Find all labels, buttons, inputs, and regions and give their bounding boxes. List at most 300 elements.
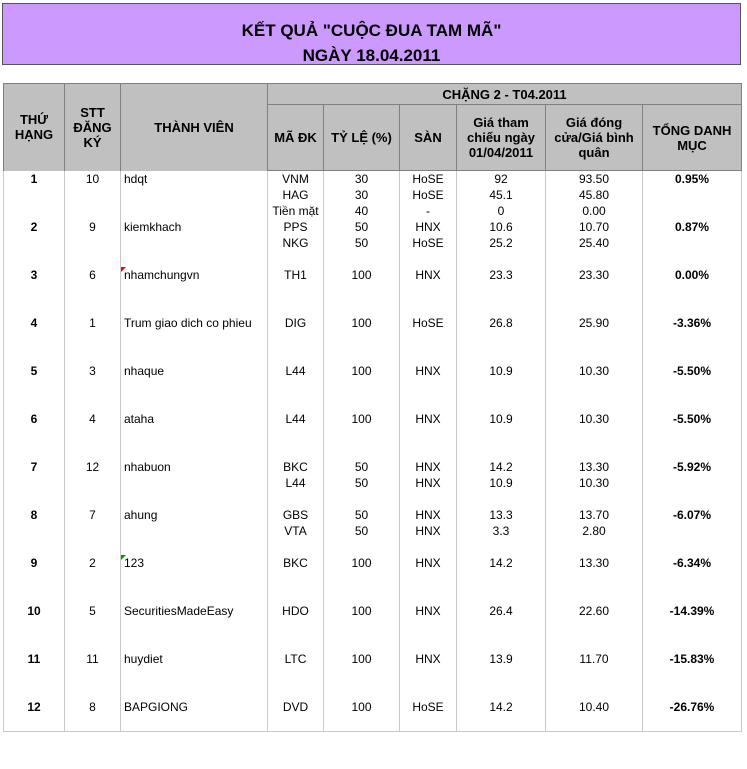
cell-member: [121, 635, 268, 651]
cell-ref-price: 13.3: [457, 507, 546, 523]
cell-total: -6.34%: [643, 555, 742, 571]
cell-reg-no: 8: [65, 699, 121, 715]
cell-code: [268, 587, 324, 603]
cell-ratio: 50: [324, 219, 400, 235]
cell-total: -6.07%: [643, 507, 742, 523]
cell-floor: HoSE: [400, 235, 457, 251]
cell-ratio: [324, 683, 400, 699]
cell-rank: 6: [4, 411, 65, 427]
cell-floor: [400, 443, 457, 459]
cell-member: [121, 347, 268, 363]
cell-code: [268, 379, 324, 395]
cell-code: [268, 283, 324, 299]
cell-close-price: 93.50: [546, 171, 643, 188]
cell-code: NKG: [268, 235, 324, 251]
header-total: TỔNG DANH MỤC: [643, 105, 742, 171]
cell-rank: [4, 331, 65, 347]
table-row: [4, 427, 742, 443]
cell-member: [121, 587, 268, 603]
cell-ref-price: [457, 571, 546, 587]
cell-reg-no: 10: [65, 171, 121, 188]
table-row: [4, 219, 742, 235]
cell-ratio: 40: [324, 203, 400, 219]
cell-member: [121, 475, 268, 491]
cell-member: [121, 491, 268, 507]
cell-rank: 2: [4, 219, 65, 235]
cell-ratio: [324, 331, 400, 347]
cell-reg-no: [65, 491, 121, 507]
cell-ratio: 50: [324, 459, 400, 475]
cell-total: [643, 331, 742, 347]
cell-rank: [4, 203, 65, 219]
cell-close-price: 0.00: [546, 203, 643, 219]
cell-ref-price: [457, 683, 546, 699]
cell-total: [643, 683, 742, 699]
cell-ratio: 100: [324, 651, 400, 667]
cell-reg-no: [65, 475, 121, 491]
cell-close-price: 2.80: [546, 523, 643, 539]
cell-code: [268, 539, 324, 555]
cell-ref-price: [457, 251, 546, 267]
cell-close-price: [546, 443, 643, 459]
cell-close-price: [546, 379, 643, 395]
table-row: [4, 187, 742, 203]
cell-close-price: [546, 283, 643, 299]
table-row: [4, 315, 742, 331]
table-row: [4, 299, 742, 315]
cell-rank: [4, 619, 65, 635]
table-row: [4, 555, 742, 571]
cell-code: L44: [268, 363, 324, 379]
cell-rank: [4, 187, 65, 203]
cell-code: GBS: [268, 507, 324, 523]
cell-close-price: 22.60: [546, 603, 643, 619]
table-row: [4, 347, 742, 363]
cell-member: [121, 283, 268, 299]
cell-member: 123: [121, 555, 268, 571]
cell-floor: HoSE: [400, 171, 457, 188]
cell-rank: [4, 715, 65, 732]
cell-reg-no: 4: [65, 411, 121, 427]
cell-ratio: [324, 539, 400, 555]
cell-rank: [4, 283, 65, 299]
cell-code: TH1: [268, 267, 324, 283]
cell-code: [268, 667, 324, 683]
cell-close-price: [546, 331, 643, 347]
cell-rank: [4, 443, 65, 459]
table-row: [4, 699, 742, 715]
cell-rank: [4, 491, 65, 507]
cell-member: [121, 395, 268, 411]
cell-total: [643, 347, 742, 363]
cell-rank: [4, 395, 65, 411]
cell-floor: [400, 571, 457, 587]
cell-total: 0.00%: [643, 267, 742, 283]
table-row: [4, 571, 742, 587]
cell-reg-no: [65, 683, 121, 699]
cell-total: [643, 203, 742, 219]
cell-member: [121, 523, 268, 539]
table-row: [4, 491, 742, 507]
cell-code: [268, 715, 324, 732]
title-banner: [2, 3, 741, 65]
cell-member: [121, 667, 268, 683]
cell-code: [268, 635, 324, 651]
table-row: [4, 475, 742, 491]
table-row: [4, 283, 742, 299]
cell-ratio: 50: [324, 523, 400, 539]
cell-rank: [4, 667, 65, 683]
cell-ref-price: 26.4: [457, 603, 546, 619]
cell-code: [268, 395, 324, 411]
cell-close-price: 45.80: [546, 187, 643, 203]
cell-total: [643, 395, 742, 411]
cell-close-price: [546, 587, 643, 603]
cell-member: ataha: [121, 411, 268, 427]
cell-ref-price: 23.3: [457, 267, 546, 283]
cell-member: SecuritiesMadeEasy: [121, 603, 268, 619]
cell-reg-no: [65, 235, 121, 251]
cell-ref-price: 45.1: [457, 187, 546, 203]
cell-ratio: 100: [324, 603, 400, 619]
cell-total: [643, 379, 742, 395]
cell-code: [268, 331, 324, 347]
cell-close-price: 13.30: [546, 555, 643, 571]
cell-code: [268, 347, 324, 363]
cell-code: BKC: [268, 459, 324, 475]
cell-total: [643, 635, 742, 651]
cell-close-price: [546, 299, 643, 315]
cell-close-price: [546, 347, 643, 363]
cell-total: [643, 443, 742, 459]
cell-code: Tiền mặt: [268, 203, 324, 219]
cell-floor: HoSE: [400, 699, 457, 715]
table-row: [4, 523, 742, 539]
cell-ratio: 100: [324, 315, 400, 331]
cell-ratio: 30: [324, 187, 400, 203]
table-row: [4, 395, 742, 411]
cell-ratio: [324, 427, 400, 443]
cell-ratio: [324, 347, 400, 363]
cell-close-price: 11.70: [546, 651, 643, 667]
cell-floor: HNX: [400, 219, 457, 235]
cell-total: -26.76%: [643, 699, 742, 715]
cell-code: BKC: [268, 555, 324, 571]
table-row: [4, 603, 742, 619]
cell-rank: [4, 683, 65, 699]
cell-total: [643, 587, 742, 603]
cell-floor: [400, 539, 457, 555]
cell-total: [643, 475, 742, 491]
cell-floor: [400, 715, 457, 732]
cell-reg-no: [65, 571, 121, 587]
cell-close-price: [546, 571, 643, 587]
cell-member: [121, 187, 268, 203]
cell-ratio: [324, 443, 400, 459]
cell-floor: [400, 379, 457, 395]
cell-rank: 4: [4, 315, 65, 331]
cell-total: [643, 491, 742, 507]
cell-close-price: 10.70: [546, 219, 643, 235]
cell-rank: [4, 539, 65, 555]
cell-floor: [400, 347, 457, 363]
cell-close-price: [546, 715, 643, 732]
cell-total: -3.36%: [643, 315, 742, 331]
table-row: [4, 715, 742, 732]
cell-total: [643, 667, 742, 683]
cell-member: hdqt: [121, 171, 268, 188]
cell-total: -14.39%: [643, 603, 742, 619]
cell-code: VTA: [268, 523, 324, 539]
cell-reg-no: [65, 347, 121, 363]
table-row: [4, 667, 742, 683]
cell-ratio: [324, 395, 400, 411]
cell-floor: HoSE: [400, 315, 457, 331]
cell-floor: [400, 427, 457, 443]
cell-close-price: 10.30: [546, 363, 643, 379]
cell-ref-price: 3.3: [457, 523, 546, 539]
cell-total: [643, 619, 742, 635]
cell-member: Trum giao dich co phieu: [121, 315, 268, 331]
cell-close-price: 25.40: [546, 235, 643, 251]
cell-rank: 12: [4, 699, 65, 715]
cell-code: DVD: [268, 699, 324, 715]
cell-close-price: [546, 635, 643, 651]
cell-code: PPS: [268, 219, 324, 235]
cell-floor: HNX: [400, 475, 457, 491]
cell-reg-no: [65, 331, 121, 347]
cell-reg-no: [65, 539, 121, 555]
cell-code: VNM: [268, 171, 324, 188]
cell-ratio: 30: [324, 171, 400, 188]
cell-reg-no: [65, 619, 121, 635]
cell-rank: [4, 299, 65, 315]
cell-ratio: 100: [324, 699, 400, 715]
cell-ratio: [324, 491, 400, 507]
cell-total: -15.83%: [643, 651, 742, 667]
cell-ref-price: [457, 619, 546, 635]
cell-ref-price: 0: [457, 203, 546, 219]
cell-rank: [4, 347, 65, 363]
cell-reg-no: 1: [65, 315, 121, 331]
cell-total: [643, 715, 742, 732]
cell-floor: [400, 587, 457, 603]
cell-rank: [4, 475, 65, 491]
cell-close-price: [546, 667, 643, 683]
cell-rank: 11: [4, 651, 65, 667]
cell-reg-no: [65, 715, 121, 732]
cell-rank: 9: [4, 555, 65, 571]
cell-floor: HNX: [400, 555, 457, 571]
cell-rank: [4, 635, 65, 651]
cell-floor: HoSE: [400, 187, 457, 203]
table-row: [4, 235, 742, 251]
cell-floor: HNX: [400, 507, 457, 523]
cell-member: nhamchungvn: [121, 267, 268, 283]
cell-close-price: [546, 619, 643, 635]
cell-reg-no: 3: [65, 363, 121, 379]
cell-reg-no: [65, 523, 121, 539]
cell-ref-price: [457, 283, 546, 299]
cell-floor: [400, 331, 457, 347]
cell-reg-no: [65, 395, 121, 411]
cell-code: [268, 619, 324, 635]
cell-rank: [4, 587, 65, 603]
cell-close-price: 10.30: [546, 475, 643, 491]
cell-reg-no: 2: [65, 555, 121, 571]
cell-ref-price: 13.9: [457, 651, 546, 667]
cell-rank: 10: [4, 603, 65, 619]
cell-member: kiemkhach: [121, 219, 268, 235]
cell-code: [268, 299, 324, 315]
cell-ref-price: [457, 331, 546, 347]
cell-rank: 8: [4, 507, 65, 523]
cell-rank: 3: [4, 267, 65, 283]
cell-ref-price: [457, 635, 546, 651]
header-reg-no: STT ĐĂNG KÝ: [65, 84, 121, 171]
cell-rank: [4, 251, 65, 267]
cell-close-price: 10.40: [546, 699, 643, 715]
cell-ref-price: 10.9: [457, 475, 546, 491]
table-row: [4, 587, 742, 603]
title-line-2: NGÀY 18.04.2011: [302, 46, 441, 65]
cell-code: [268, 427, 324, 443]
cell-floor: [400, 667, 457, 683]
cell-rank: [4, 571, 65, 587]
cell-ref-price: 14.2: [457, 459, 546, 475]
cell-floor: HNX: [400, 363, 457, 379]
cell-floor: HNX: [400, 411, 457, 427]
cell-ref-price: [457, 667, 546, 683]
cell-reg-no: [65, 283, 121, 299]
table-row: [4, 651, 742, 667]
cell-ratio: 50: [324, 507, 400, 523]
cell-reg-no: [65, 587, 121, 603]
cell-floor: [400, 683, 457, 699]
table-row: [4, 459, 742, 475]
cell-floor: [400, 491, 457, 507]
cell-code: L44: [268, 475, 324, 491]
cell-ratio: 100: [324, 555, 400, 571]
cell-floor: [400, 283, 457, 299]
cell-total: -5.92%: [643, 459, 742, 475]
cell-close-price: 10.30: [546, 411, 643, 427]
cell-member: nhabuon: [121, 459, 268, 475]
table-row: [4, 251, 742, 267]
cell-member: huydiet: [121, 651, 268, 667]
cell-ratio: [324, 571, 400, 587]
cell-close-price: [546, 427, 643, 443]
cell-member: [121, 251, 268, 267]
table-row: [4, 363, 742, 379]
cell-total: -5.50%: [643, 411, 742, 427]
header-close-price: Giá đóng cửa/Giá bình quân: [546, 105, 643, 171]
cell-rank: 5: [4, 363, 65, 379]
header-member: THÀNH VIÊN: [121, 84, 268, 171]
cell-ref-price: [457, 379, 546, 395]
cell-reg-no: [65, 251, 121, 267]
cell-total: [643, 523, 742, 539]
cell-ratio: [324, 251, 400, 267]
comment-indicator-icon[interactable]: [121, 267, 126, 272]
cell-ref-price: 14.2: [457, 555, 546, 571]
cell-ref-price: [457, 347, 546, 363]
cell-floor: HNX: [400, 651, 457, 667]
cell-ref-price: 26.8: [457, 315, 546, 331]
cell-code: HDO: [268, 603, 324, 619]
cell-reg-no: 11: [65, 651, 121, 667]
header-stage: CHẶNG 2 - T04.2011: [268, 84, 742, 105]
table-row: [4, 539, 742, 555]
cell-total: -5.50%: [643, 363, 742, 379]
cell-member: BAPGIONG: [121, 699, 268, 715]
cell-ref-price: 25.2: [457, 235, 546, 251]
cell-ratio: [324, 299, 400, 315]
cell-ratio: [324, 283, 400, 299]
header-rank: THỨ HẠNG: [4, 84, 65, 171]
cell-floor: HNX: [400, 267, 457, 283]
cell-total: [643, 299, 742, 315]
cell-close-price: [546, 251, 643, 267]
cell-reg-no: 7: [65, 507, 121, 523]
error-indicator-icon[interactable]: [121, 555, 126, 560]
cell-ref-price: [457, 395, 546, 411]
cell-member: [121, 379, 268, 395]
cell-ratio: 50: [324, 475, 400, 491]
cell-close-price: [546, 539, 643, 555]
cell-code: [268, 571, 324, 587]
cell-rank: [4, 427, 65, 443]
cell-rank: 7: [4, 459, 65, 475]
table-row: [4, 635, 742, 651]
cell-ref-price: [457, 587, 546, 603]
cell-member: [121, 571, 268, 587]
cell-ref-price: 10.9: [457, 411, 546, 427]
cell-ref-price: [457, 427, 546, 443]
table-row: [4, 267, 742, 283]
cell-total: 0.87%: [643, 219, 742, 235]
table-row: [4, 379, 742, 395]
table-row: [4, 443, 742, 459]
cell-ratio: 50: [324, 235, 400, 251]
cell-ref-price: 10.9: [457, 363, 546, 379]
cell-member: [121, 619, 268, 635]
header-ratio: TỶ LỆ (%): [324, 105, 400, 171]
cell-floor: HNX: [400, 603, 457, 619]
cell-close-price: 13.70: [546, 507, 643, 523]
results-body: [4, 171, 742, 732]
table-row: [4, 411, 742, 427]
cell-close-price: [546, 491, 643, 507]
cell-total: [643, 571, 742, 587]
cell-ratio: [324, 635, 400, 651]
cell-ratio: [324, 715, 400, 732]
cell-code: L44: [268, 411, 324, 427]
cell-close-price: 25.90: [546, 315, 643, 331]
table-row: [4, 507, 742, 523]
cell-total: [643, 283, 742, 299]
cell-member: [121, 331, 268, 347]
cell-rank: [4, 523, 65, 539]
cell-reg-no: [65, 187, 121, 203]
cell-code: [268, 251, 324, 267]
header-floor: SÀN: [400, 105, 457, 171]
cell-ref-price: 10.6: [457, 219, 546, 235]
cell-floor: HNX: [400, 523, 457, 539]
cell-rank: 1: [4, 171, 65, 188]
cell-member: [121, 683, 268, 699]
cell-member: [121, 427, 268, 443]
